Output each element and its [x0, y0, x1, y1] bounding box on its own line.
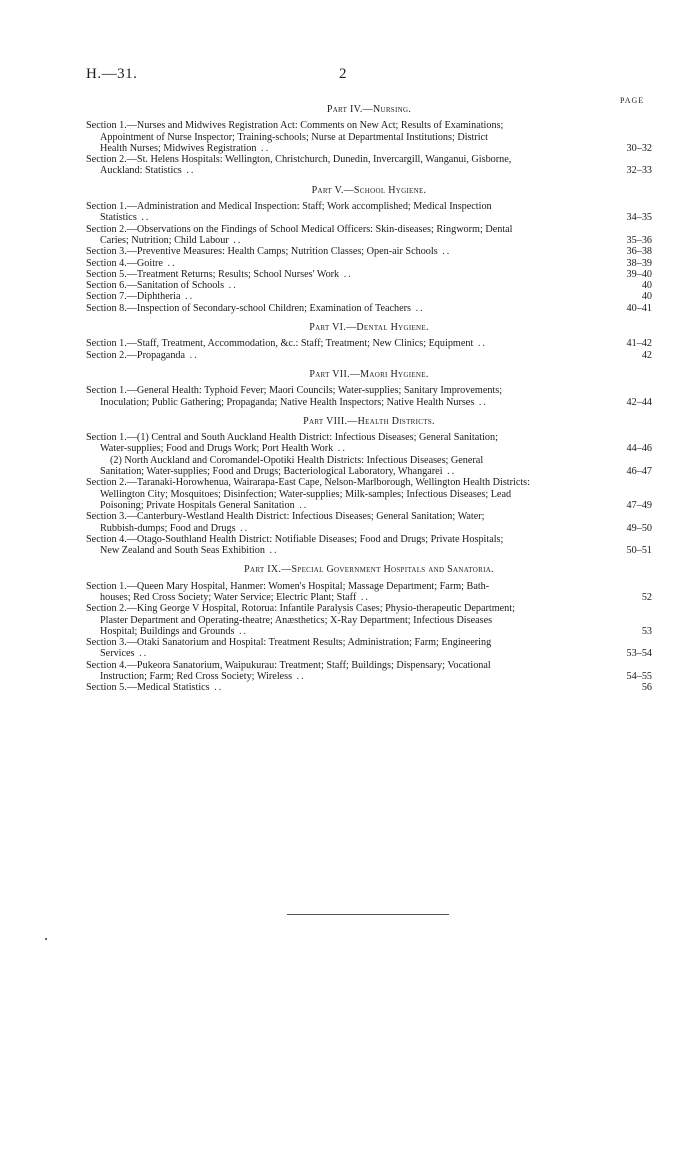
toc-entry-text: Inoculation; Public Gathering; Propaganda; Native Health Inspectors; Native Health Nurses — [100, 396, 475, 408]
toc-entry-text: Poisoning; Private Hospitals General Sanitation — [100, 499, 295, 511]
toc-entry-text: Section 6.—Sanitation of Schools — [86, 280, 225, 292]
toc-entry-text: Section 1.—Administration and Medical Inspection: Staff; Work accomplished; Medical Inspection — [86, 201, 492, 213]
toc-entry-text: Section 3.—Preventive Measures: Health Camps; Nutrition Classes; Open-air Schools — [86, 246, 438, 258]
toc-page-range: 32–33 — [626, 165, 652, 177]
toc-entry-line — [86, 592, 616, 603]
page-number: 2 — [339, 66, 347, 82]
toc-entry — [86, 534, 652, 557]
toc-entry-text: houses; Red Cross Society; Water Service; Electric Plant; Staff — [100, 591, 357, 603]
toc-entry-line — [86, 132, 616, 143]
toc-entry-text: Section 1.—General Health: Typhoid Fever; Maori Councils; Water-supplies; Sanitary Improvements; — [86, 385, 503, 397]
toc-page-range: 56 — [641, 682, 652, 694]
toc-entry-line — [86, 120, 616, 131]
toc-entry — [86, 660, 652, 683]
dot-leader: .. — [356, 591, 370, 603]
dot-leader: .. — [235, 522, 250, 534]
toc-entry-text: Section 4.—Goitre — [86, 257, 163, 269]
toc-page-range: 41–42 — [626, 338, 652, 350]
toc-entry-text: (2) North Auckland and Coromandel-Opotiki Health Districts: Infectious Diseases; General — [110, 454, 484, 466]
table-of-contents — [86, 104, 652, 694]
part-heading: Part IV.—Nursing. — [326, 104, 412, 115]
dot-leader: .. — [162, 257, 177, 269]
toc-page-range: 47–49 — [626, 499, 652, 511]
toc-entry-line — [86, 212, 616, 223]
part-heading: Part VII.—Maori Hygiene. — [309, 368, 429, 380]
toc-entry — [86, 338, 652, 349]
part-heading: Part IX.—Special Government Hospitals and Sanatoria. — [244, 564, 494, 576]
toc-entry — [86, 637, 652, 660]
toc-entry — [86, 246, 652, 257]
toc-entry-text: Section 3.—Otaki Sanatorium and Hospital: Treatment Results; Administration; Farm; Engineering — [86, 637, 492, 649]
toc-entry — [86, 269, 652, 280]
toc-entry-text: Section 1.—Queen Mary Hospital, Hanmer: Women's Hospital; Massage Department; Farm; Bath- — [86, 580, 490, 592]
toc-entry — [86, 603, 652, 637]
toc-entry-text: Section 8.—Inspection of Secondary-school Children; Examination of Teachers — [86, 302, 412, 314]
dot-leader: .. — [136, 212, 151, 224]
toc-entry-text: Section 3.—Canterbury-Westland Health District: Infectious Diseases; General Sanitation; Water; — [86, 511, 485, 523]
toc-entry-line — [86, 489, 616, 500]
dot-leader: .. — [473, 338, 487, 350]
dot-leader: .. — [442, 466, 457, 478]
dot-leader: .. — [134, 648, 149, 660]
toc-entry-line — [86, 338, 616, 349]
dot-leader: .. — [224, 280, 238, 292]
toc-entry-text: Services — [100, 648, 135, 660]
toc-entry — [86, 291, 652, 302]
toc-entry-line — [86, 280, 616, 291]
toc-entry-text: Section 5.—Medical Statistics — [86, 682, 210, 694]
toc-page-range: 40–41 — [626, 302, 652, 314]
toc-entry-text: Sanitation; Water-supplies; Food and Drugs; Bacteriological Laboratory, Whangarei — [100, 466, 443, 478]
toc-entry-text: Plaster Department and Operating-theatre; Anæsthetics; X-Ray Department; Infectious Diseases — [100, 614, 493, 626]
toc-entry-line — [86, 235, 616, 246]
toc-page-range: 38–39 — [626, 257, 652, 269]
toc-page-range: 42–44 — [626, 396, 652, 408]
toc-entry-line — [86, 626, 616, 637]
toc-entry — [86, 303, 652, 314]
page-column-label: PAGE — [620, 96, 645, 105]
toc-entry — [86, 682, 652, 693]
toc-entry-line — [86, 511, 616, 522]
toc-entry-text: New Zealand and South Seas Exhibition — [100, 545, 265, 557]
dot-leader: .. — [474, 396, 488, 408]
part-heading: Part VIII.—Health Districts. — [303, 415, 435, 427]
toc-entry-line — [86, 303, 616, 314]
toc-entry-text: Rubbish-dumps; Food and Drugs — [100, 522, 236, 534]
toc-entry-text: Auckland: Statistics — [100, 165, 182, 177]
closing-rule — [287, 914, 449, 915]
toc-entry — [86, 581, 652, 604]
toc-page-range: 49–50 — [626, 522, 652, 534]
toc-entry-text: Instruction; Farm; Red Cross Society; Wireless — [100, 671, 293, 683]
dot-leader: .. — [256, 142, 271, 154]
toc-entry-text: Caries; Nutrition; Child Labour — [100, 234, 229, 246]
dot-leader: .. — [437, 246, 452, 258]
toc-entry — [86, 224, 652, 247]
toc-page-range: 34–35 — [626, 212, 652, 224]
dot-leader: .. — [234, 625, 249, 637]
page-speck — [45, 938, 47, 940]
toc-entry-text: Appointment of Nurse Inspector; Training-schools; Nurse at Departmental Institutions; District — [100, 131, 488, 143]
toc-entry-line — [86, 671, 616, 682]
toc-entry-line — [86, 165, 616, 176]
toc-entry — [86, 385, 652, 408]
toc-entry-line — [86, 455, 616, 466]
toc-entry-text: Health Nurses; Midwives Registration — [100, 142, 257, 154]
toc-page-range: 46–47 — [626, 466, 652, 478]
toc-page-range: 53 — [641, 625, 652, 637]
toc-entry — [86, 280, 652, 291]
toc-entry-line — [86, 443, 616, 454]
toc-entry-text: Section 4.—Otago-Southland Health District: Notifiable Diseases; Food and Drugs; Private Hospitals; — [86, 533, 504, 545]
toc-entry-text: Section 4.—Pukeora Sanatorium, Waipukurau: Treatment; Staff; Buildings; Dispensary; Vocational — [86, 659, 491, 671]
toc-page-range: 30–32 — [626, 142, 652, 154]
toc-entry-line — [86, 201, 616, 212]
toc-entry-line — [86, 385, 616, 396]
dot-leader: .. — [180, 291, 195, 303]
dot-leader: .. — [292, 671, 306, 683]
toc-entry-line — [86, 500, 616, 511]
toc-entry-text: Statistics — [100, 212, 137, 224]
toc-entry-text: Hospital; Buildings and Grounds — [100, 625, 235, 637]
toc-entry-text: Water-supplies; Food and Drugs Work; Port Health Work — [100, 443, 334, 455]
dot-leader: .. — [209, 682, 224, 694]
toc-entry-text: Section 2.—Taranaki-Horowhenua, Wairarapa-East Cape, Nelson-Marlborough, Wellington Health Districts: — [86, 477, 530, 489]
toc-entry-line — [86, 258, 616, 269]
toc-entry-line — [86, 397, 616, 408]
dot-leader: .. — [181, 165, 196, 177]
toc-entry — [86, 154, 652, 177]
toc-page-range: 40 — [641, 280, 652, 292]
toc-entry — [86, 432, 652, 455]
toc-entry-line — [86, 269, 616, 280]
toc-entry-line — [86, 350, 616, 361]
dot-leader: .. — [228, 234, 243, 246]
toc-page-range: 40 — [641, 291, 652, 303]
toc-entry-line — [86, 154, 616, 165]
toc-entry-text: Section 1.—(1) Central and South Auckland Health District: Infectious Diseases; General Sanitation; — [86, 432, 498, 444]
toc-entry — [86, 477, 652, 511]
toc-entry-text: Section 1.—Staff, Treatment, Accommodation, &c.: Staff; Treatment; New Clinics; Equipment — [86, 338, 474, 350]
toc-entry-line — [86, 523, 616, 534]
toc-page-range: 44–46 — [626, 443, 652, 455]
toc-entry-text: Section 2.—St. Helens Hospitals: Wellington, Christchurch, Dunedin, Invercargill, Wanganui, Gisborne, — [86, 154, 512, 166]
toc-entry-text: Wellington City; Mosquitoes; Disinfection; Water-supplies; Milk-samples; Infectious Diseases; Lead — [100, 488, 512, 500]
toc-page-range: 35–36 — [626, 234, 652, 246]
toc-entry — [86, 511, 652, 534]
toc-entry-line — [86, 432, 616, 443]
toc-entry-line — [86, 477, 616, 488]
toc-entry-line — [86, 534, 616, 545]
toc-entry-text: Section 5.—Treatment Returns; Results; School Nurses' Work — [86, 268, 340, 280]
toc-entry-line — [86, 603, 616, 614]
toc-entry-line — [86, 615, 616, 626]
toc-page-range: 42 — [641, 349, 652, 361]
toc-entry-line — [86, 224, 616, 235]
toc-entry — [86, 201, 652, 224]
dot-leader: .. — [411, 302, 425, 314]
toc-entry-line — [86, 660, 616, 671]
toc-entry-text: Section 2.—King George V Hospital, Rotorua: Infantile Paralysis Cases; Physio-therapeutic Department; — [86, 603, 515, 615]
toc-entry-line — [86, 545, 616, 556]
toc-entry — [86, 258, 652, 269]
toc-entry-line — [86, 466, 616, 477]
toc-page-range: 54–55 — [626, 671, 652, 683]
dot-leader: .. — [264, 545, 279, 557]
toc-entry — [86, 120, 652, 154]
dot-leader: .. — [185, 349, 199, 361]
part-heading: Part V.—School Hygiene. — [311, 184, 427, 196]
toc-page-range: 39–40 — [626, 268, 652, 280]
toc-entry-line — [86, 143, 616, 154]
toc-page-range: 50–51 — [626, 545, 652, 557]
toc-entry-text: Section 7.—Diphtheria — [86, 291, 181, 303]
toc-entry-line — [86, 246, 616, 257]
document-reference: H.—31. — [86, 66, 138, 82]
dot-leader: .. — [294, 499, 309, 511]
toc-entry-line — [86, 291, 616, 302]
dot-leader: .. — [339, 268, 353, 280]
part-heading: Part VI.—Dental Hygiene. — [309, 322, 429, 334]
toc-entry-line — [86, 637, 616, 648]
dot-leader: .. — [333, 443, 347, 455]
toc-entry-line — [86, 581, 616, 592]
toc-entry — [86, 455, 652, 478]
toc-entry — [86, 350, 652, 361]
toc-page-range: 53–54 — [626, 648, 652, 660]
toc-entry-line — [86, 682, 616, 693]
toc-entry-line — [86, 648, 616, 659]
toc-entry-text: Section 2.—Propaganda — [86, 349, 186, 361]
toc-page-range: 36–38 — [626, 246, 652, 258]
toc-page-range: 52 — [641, 591, 652, 603]
toc-entry-text: Section 2.—Observations on the Findings of School Medical Officers: Skin-diseases; Ringworm; Dental — [86, 223, 513, 235]
toc-entry-text: Section 1.—Nurses and Midwives Registration Act: Comments on New Act; Results of Examinations; — [86, 120, 504, 132]
